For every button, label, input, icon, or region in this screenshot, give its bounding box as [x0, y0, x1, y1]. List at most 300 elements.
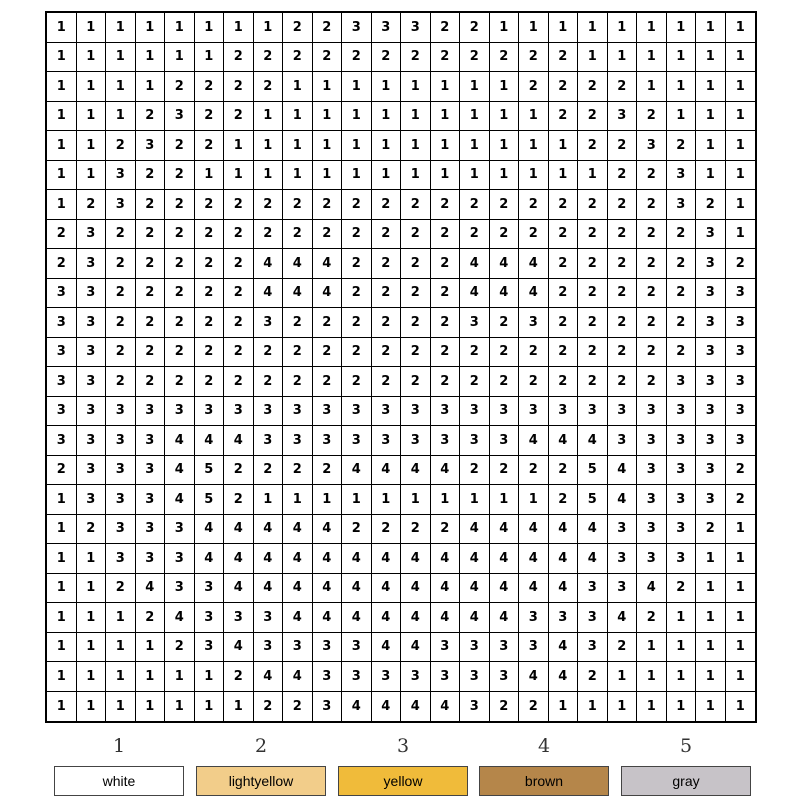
grid-cell[interactable]: 2 [372, 367, 402, 397]
grid-cell[interactable]: 2 [342, 279, 372, 309]
grid-cell[interactable]: 2 [342, 43, 372, 73]
grid-cell[interactable]: 1 [519, 131, 549, 161]
grid-cell[interactable]: 1 [490, 13, 520, 43]
grid-cell[interactable]: 1 [283, 161, 313, 191]
grid-cell[interactable]: 2 [254, 190, 284, 220]
grid-cell[interactable]: 2 [490, 190, 520, 220]
grid-cell[interactable]: 3 [313, 397, 343, 427]
grid-cell[interactable]: 1 [549, 13, 579, 43]
grid-cell[interactable]: 1 [519, 102, 549, 132]
grid-cell[interactable]: 2 [401, 367, 431, 397]
grid-cell[interactable]: 2 [165, 308, 195, 338]
grid-cell[interactable]: 4 [549, 662, 579, 692]
grid-cell[interactable]: 1 [224, 13, 254, 43]
grid-cell[interactable]: 2 [490, 338, 520, 368]
grid-cell[interactable]: 1 [608, 13, 638, 43]
grid-cell[interactable]: 1 [342, 485, 372, 515]
grid-cell[interactable]: 2 [401, 43, 431, 73]
grid-cell[interactable]: 2 [224, 662, 254, 692]
grid-cell[interactable]: 1 [519, 13, 549, 43]
grid-cell[interactable]: 1 [372, 131, 402, 161]
grid-cell[interactable]: 3 [401, 397, 431, 427]
grid-cell[interactable]: 1 [667, 102, 697, 132]
grid-cell[interactable]: 2 [578, 102, 608, 132]
grid-cell[interactable]: 1 [47, 161, 77, 191]
grid-cell[interactable]: 4 [224, 574, 254, 604]
grid-cell[interactable]: 2 [637, 102, 667, 132]
grid-cell[interactable]: 1 [431, 102, 461, 132]
grid-cell[interactable]: 2 [549, 456, 579, 486]
grid-cell[interactable]: 3 [549, 603, 579, 633]
grid-cell[interactable]: 1 [195, 662, 225, 692]
grid-cell[interactable]: 2 [47, 249, 77, 279]
grid-cell[interactable]: 2 [608, 338, 638, 368]
grid-cell[interactable]: 3 [77, 220, 107, 250]
grid-cell[interactable]: 3 [77, 426, 107, 456]
grid-cell[interactable]: 2 [431, 220, 461, 250]
grid-cell[interactable]: 1 [460, 102, 490, 132]
grid-cell[interactable]: 3 [549, 397, 579, 427]
grid-cell[interactable]: 4 [372, 574, 402, 604]
grid-cell[interactable]: 3 [608, 397, 638, 427]
legend-swatch-white[interactable]: white [54, 766, 184, 796]
grid-cell[interactable]: 3 [47, 397, 77, 427]
grid-cell[interactable]: 2 [667, 338, 697, 368]
grid-cell[interactable]: 4 [460, 249, 490, 279]
grid-cell[interactable]: 4 [431, 574, 461, 604]
grid-cell[interactable]: 3 [106, 456, 136, 486]
grid-cell[interactable]: 3 [578, 603, 608, 633]
grid-cell[interactable]: 3 [254, 308, 284, 338]
grid-cell[interactable]: 2 [519, 190, 549, 220]
grid-cell[interactable]: 3 [726, 426, 756, 456]
grid-cell[interactable]: 4 [283, 662, 313, 692]
grid-cell[interactable]: 4 [313, 279, 343, 309]
grid-cell[interactable]: 2 [47, 456, 77, 486]
grid-cell[interactable]: 1 [47, 13, 77, 43]
grid-cell[interactable]: 2 [283, 367, 313, 397]
grid-cell[interactable]: 2 [224, 249, 254, 279]
grid-cell[interactable]: 1 [431, 131, 461, 161]
grid-cell[interactable]: 1 [431, 485, 461, 515]
grid-cell[interactable]: 2 [224, 485, 254, 515]
grid-cell[interactable]: 2 [637, 603, 667, 633]
grid-cell[interactable]: 3 [195, 633, 225, 663]
grid-cell[interactable]: 1 [47, 544, 77, 574]
grid-cell[interactable]: 2 [224, 367, 254, 397]
grid-cell[interactable]: 1 [47, 662, 77, 692]
grid-cell[interactable]: 2 [608, 367, 638, 397]
grid-cell[interactable]: 1 [77, 131, 107, 161]
grid-cell[interactable]: 2 [490, 456, 520, 486]
grid-cell[interactable]: 3 [431, 397, 461, 427]
grid-cell[interactable]: 3 [283, 397, 313, 427]
grid-cell[interactable]: 3 [136, 131, 166, 161]
grid-cell[interactable]: 5 [195, 456, 225, 486]
grid-cell[interactable]: 1 [637, 692, 667, 722]
grid-cell[interactable]: 1 [401, 72, 431, 102]
grid-cell[interactable]: 2 [431, 338, 461, 368]
legend-swatch-lightyellow[interactable]: lightyellow [196, 766, 326, 796]
grid-cell[interactable]: 3 [608, 426, 638, 456]
grid-cell[interactable]: 1 [372, 485, 402, 515]
grid-cell[interactable]: 4 [224, 426, 254, 456]
grid-cell[interactable]: 2 [254, 456, 284, 486]
grid-cell[interactable]: 3 [195, 397, 225, 427]
grid-cell[interactable]: 4 [490, 574, 520, 604]
grid-cell[interactable]: 1 [549, 161, 579, 191]
grid-cell[interactable]: 2 [519, 338, 549, 368]
grid-cell[interactable]: 2 [224, 220, 254, 250]
grid-cell[interactable]: 2 [608, 131, 638, 161]
grid-cell[interactable]: 4 [254, 249, 284, 279]
grid-cell[interactable]: 3 [696, 397, 726, 427]
grid-cell[interactable]: 4 [460, 574, 490, 604]
grid-cell[interactable]: 3 [165, 544, 195, 574]
grid-cell[interactable]: 2 [549, 43, 579, 73]
grid-cell[interactable]: 3 [77, 249, 107, 279]
grid-cell[interactable]: 4 [490, 603, 520, 633]
grid-cell[interactable]: 3 [195, 574, 225, 604]
grid-cell[interactable]: 1 [460, 161, 490, 191]
grid-cell[interactable]: 2 [165, 249, 195, 279]
grid-cell[interactable]: 2 [578, 338, 608, 368]
grid-cell[interactable]: 3 [667, 190, 697, 220]
grid-cell[interactable]: 4 [372, 456, 402, 486]
grid-cell[interactable]: 2 [165, 633, 195, 663]
grid-cell[interactable]: 2 [490, 220, 520, 250]
grid-cell[interactable]: 2 [637, 249, 667, 279]
grid-cell[interactable]: 2 [578, 308, 608, 338]
grid-cell[interactable]: 2 [195, 308, 225, 338]
grid-cell[interactable]: 2 [313, 220, 343, 250]
grid-cell[interactable]: 1 [47, 190, 77, 220]
grid-cell[interactable]: 1 [667, 72, 697, 102]
grid-cell[interactable]: 2 [637, 367, 667, 397]
grid-cell[interactable]: 2 [726, 485, 756, 515]
grid-cell[interactable]: 2 [608, 633, 638, 663]
grid-cell[interactable]: 1 [578, 692, 608, 722]
grid-cell[interactable]: 3 [401, 13, 431, 43]
grid-cell[interactable]: 3 [696, 249, 726, 279]
grid-cell[interactable]: 1 [77, 544, 107, 574]
grid-cell[interactable]: 4 [283, 279, 313, 309]
grid-cell[interactable]: 2 [637, 190, 667, 220]
grid-cell[interactable]: 3 [313, 426, 343, 456]
grid-cell[interactable]: 2 [578, 279, 608, 309]
grid-cell[interactable]: 2 [77, 515, 107, 545]
grid-cell[interactable]: 3 [667, 485, 697, 515]
grid-cell[interactable]: 3 [726, 338, 756, 368]
grid-cell[interactable]: 2 [136, 367, 166, 397]
grid-cell[interactable]: 4 [165, 603, 195, 633]
grid-cell[interactable]: 1 [490, 131, 520, 161]
grid-cell[interactable]: 1 [47, 43, 77, 73]
grid-cell[interactable]: 1 [47, 633, 77, 663]
grid-cell[interactable]: 3 [637, 485, 667, 515]
grid-cell[interactable]: 2 [549, 249, 579, 279]
grid-cell[interactable]: 4 [224, 544, 254, 574]
grid-cell[interactable]: 4 [254, 574, 284, 604]
grid-cell[interactable]: 3 [106, 544, 136, 574]
grid-cell[interactable]: 2 [224, 43, 254, 73]
grid-cell[interactable]: 1 [696, 13, 726, 43]
grid-cell[interactable]: 2 [254, 338, 284, 368]
grid-cell[interactable]: 3 [667, 515, 697, 545]
grid-cell[interactable]: 3 [519, 633, 549, 663]
grid-cell[interactable]: 3 [313, 633, 343, 663]
grid-cell[interactable]: 1 [578, 13, 608, 43]
grid-cell[interactable]: 2 [637, 308, 667, 338]
grid-cell[interactable]: 3 [136, 485, 166, 515]
grid-cell[interactable]: 2 [460, 456, 490, 486]
grid-cell[interactable]: 4 [490, 279, 520, 309]
grid-cell[interactable]: 1 [342, 72, 372, 102]
grid-cell[interactable]: 5 [195, 485, 225, 515]
grid-cell[interactable]: 4 [460, 279, 490, 309]
grid-cell[interactable]: 2 [254, 220, 284, 250]
grid-cell[interactable]: 4 [519, 279, 549, 309]
grid-cell[interactable]: 4 [431, 603, 461, 633]
grid-cell[interactable]: 2 [490, 43, 520, 73]
grid-cell[interactable]: 2 [431, 515, 461, 545]
grid-cell[interactable]: 1 [490, 485, 520, 515]
grid-cell[interactable]: 3 [165, 515, 195, 545]
grid-cell[interactable]: 2 [106, 279, 136, 309]
grid-cell[interactable]: 2 [136, 279, 166, 309]
grid-cell[interactable]: 4 [431, 544, 461, 574]
grid-cell[interactable]: 1 [726, 72, 756, 102]
grid-cell[interactable]: 1 [431, 72, 461, 102]
grid-cell[interactable]: 5 [578, 485, 608, 515]
grid-cell[interactable]: 1 [696, 692, 726, 722]
grid-cell[interactable]: 2 [342, 515, 372, 545]
grid-cell[interactable]: 4 [549, 574, 579, 604]
grid-cell[interactable]: 3 [401, 662, 431, 692]
grid-cell[interactable]: 4 [519, 662, 549, 692]
legend-swatch-gray[interactable]: gray [621, 766, 751, 796]
grid-cell[interactable]: 3 [608, 544, 638, 574]
grid-cell[interactable]: 2 [224, 190, 254, 220]
grid-cell[interactable]: 2 [608, 72, 638, 102]
grid-cell[interactable]: 3 [47, 279, 77, 309]
grid-cell[interactable]: 1 [726, 662, 756, 692]
grid-cell[interactable]: 1 [165, 13, 195, 43]
grid-cell[interactable]: 1 [254, 131, 284, 161]
grid-cell[interactable]: 1 [47, 102, 77, 132]
grid-cell[interactable]: 2 [460, 338, 490, 368]
grid-cell[interactable]: 3 [460, 426, 490, 456]
grid-cell[interactable]: 3 [372, 662, 402, 692]
grid-cell[interactable]: 3 [47, 338, 77, 368]
grid-cell[interactable]: 2 [372, 190, 402, 220]
grid-cell[interactable]: 2 [401, 308, 431, 338]
grid-cell[interactable]: 3 [608, 574, 638, 604]
grid-cell[interactable]: 3 [637, 515, 667, 545]
grid-cell[interactable]: 1 [342, 131, 372, 161]
grid-cell[interactable]: 1 [136, 13, 166, 43]
grid-cell[interactable]: 3 [106, 485, 136, 515]
grid-cell[interactable]: 3 [667, 456, 697, 486]
grid-cell[interactable]: 2 [519, 367, 549, 397]
grid-cell[interactable]: 2 [106, 308, 136, 338]
grid-cell[interactable]: 2 [401, 249, 431, 279]
grid-cell[interactable]: 3 [342, 426, 372, 456]
grid-cell[interactable]: 3 [342, 633, 372, 663]
grid-cell[interactable]: 4 [283, 544, 313, 574]
grid-cell[interactable]: 1 [667, 603, 697, 633]
grid-cell[interactable]: 1 [578, 161, 608, 191]
grid-cell[interactable]: 1 [77, 603, 107, 633]
grid-cell[interactable]: 2 [195, 338, 225, 368]
grid-cell[interactable]: 1 [608, 43, 638, 73]
grid-cell[interactable]: 4 [490, 249, 520, 279]
grid-cell[interactable]: 1 [372, 102, 402, 132]
grid-cell[interactable]: 2 [578, 190, 608, 220]
grid-cell[interactable]: 3 [490, 662, 520, 692]
grid-cell[interactable]: 1 [401, 161, 431, 191]
grid-cell[interactable]: 3 [136, 515, 166, 545]
grid-cell[interactable]: 4 [165, 456, 195, 486]
grid-cell[interactable]: 4 [401, 603, 431, 633]
grid-cell[interactable]: 3 [106, 515, 136, 545]
grid-cell[interactable]: 4 [372, 544, 402, 574]
grid-cell[interactable]: 2 [372, 338, 402, 368]
grid-cell[interactable]: 2 [372, 308, 402, 338]
grid-cell[interactable]: 2 [342, 190, 372, 220]
grid-cell[interactable]: 3 [77, 308, 107, 338]
grid-cell[interactable]: 2 [372, 279, 402, 309]
grid-cell[interactable]: 2 [224, 338, 254, 368]
grid-cell[interactable]: 4 [549, 515, 579, 545]
grid-cell[interactable]: 1 [283, 485, 313, 515]
grid-cell[interactable]: 2 [136, 603, 166, 633]
grid-cell[interactable]: 2 [667, 131, 697, 161]
grid-cell[interactable]: 3 [667, 544, 697, 574]
grid-cell[interactable]: 2 [136, 249, 166, 279]
grid-cell[interactable]: 1 [696, 662, 726, 692]
grid-cell[interactable]: 1 [283, 102, 313, 132]
grid-cell[interactable]: 1 [637, 662, 667, 692]
grid-cell[interactable]: 3 [637, 456, 667, 486]
grid-cell[interactable]: 4 [431, 456, 461, 486]
grid-cell[interactable]: 1 [136, 633, 166, 663]
grid-cell[interactable]: 3 [460, 662, 490, 692]
grid-cell[interactable]: 1 [195, 43, 225, 73]
grid-cell[interactable]: 3 [696, 308, 726, 338]
grid-cell[interactable]: 2 [165, 220, 195, 250]
grid-cell[interactable]: 1 [165, 692, 195, 722]
grid-cell[interactable]: 2 [136, 102, 166, 132]
grid-cell[interactable]: 3 [372, 13, 402, 43]
grid-cell[interactable]: 4 [254, 662, 284, 692]
grid-cell[interactable]: 1 [47, 485, 77, 515]
grid-cell[interactable]: 2 [313, 190, 343, 220]
grid-cell[interactable]: 3 [313, 692, 343, 722]
grid-cell[interactable]: 3 [165, 102, 195, 132]
grid-cell[interactable]: 4 [283, 249, 313, 279]
grid-cell[interactable]: 2 [224, 308, 254, 338]
grid-cell[interactable]: 3 [460, 308, 490, 338]
grid-cell[interactable]: 1 [696, 43, 726, 73]
grid-cell[interactable]: 1 [47, 131, 77, 161]
grid-cell[interactable]: 3 [283, 426, 313, 456]
grid-cell[interactable]: 1 [667, 13, 697, 43]
grid-cell[interactable]: 3 [254, 426, 284, 456]
grid-cell[interactable]: 1 [519, 485, 549, 515]
grid-cell[interactable]: 4 [195, 515, 225, 545]
grid-cell[interactable]: 3 [136, 426, 166, 456]
grid-cell[interactable]: 4 [342, 692, 372, 722]
grid-cell[interactable]: 2 [342, 249, 372, 279]
grid-cell[interactable]: 1 [667, 692, 697, 722]
grid-cell[interactable]: 4 [460, 603, 490, 633]
grid-cell[interactable]: 1 [195, 161, 225, 191]
grid-cell[interactable]: 1 [726, 190, 756, 220]
grid-cell[interactable]: 2 [667, 220, 697, 250]
grid-cell[interactable]: 2 [313, 338, 343, 368]
grid-cell[interactable]: 4 [578, 515, 608, 545]
grid-cell[interactable]: 2 [578, 131, 608, 161]
grid-cell[interactable]: 3 [667, 426, 697, 456]
grid-cell[interactable]: 1 [726, 603, 756, 633]
grid-cell[interactable]: 4 [342, 544, 372, 574]
grid-cell[interactable]: 2 [431, 249, 461, 279]
grid-cell[interactable]: 2 [254, 43, 284, 73]
grid-cell[interactable]: 4 [342, 456, 372, 486]
grid-cell[interactable]: 3 [490, 397, 520, 427]
grid-cell[interactable]: 3 [106, 426, 136, 456]
grid-cell[interactable]: 3 [106, 161, 136, 191]
grid-cell[interactable]: 1 [313, 161, 343, 191]
grid-cell[interactable]: 2 [224, 72, 254, 102]
grid-cell[interactable]: 4 [372, 633, 402, 663]
grid-cell[interactable]: 2 [165, 367, 195, 397]
grid-cell[interactable]: 4 [165, 485, 195, 515]
grid-cell[interactable]: 1 [401, 131, 431, 161]
grid-cell[interactable]: 3 [431, 633, 461, 663]
grid-cell[interactable]: 2 [106, 574, 136, 604]
grid-cell[interactable]: 4 [342, 574, 372, 604]
grid-cell[interactable]: 2 [195, 279, 225, 309]
grid-cell[interactable]: 3 [372, 426, 402, 456]
grid-cell[interactable]: 2 [283, 13, 313, 43]
grid-cell[interactable]: 2 [549, 485, 579, 515]
grid-cell[interactable]: 1 [283, 131, 313, 161]
grid-cell[interactable]: 4 [224, 515, 254, 545]
grid-cell[interactable]: 4 [401, 574, 431, 604]
grid-cell[interactable]: 1 [136, 72, 166, 102]
grid-cell[interactable]: 1 [460, 485, 490, 515]
grid-cell[interactable]: 1 [77, 633, 107, 663]
grid-cell[interactable]: 4 [401, 456, 431, 486]
grid-cell[interactable]: 2 [667, 574, 697, 604]
grid-cell[interactable]: 2 [136, 338, 166, 368]
grid-cell[interactable]: 2 [224, 102, 254, 132]
grid-cell[interactable]: 2 [431, 308, 461, 338]
grid-cell[interactable]: 3 [637, 544, 667, 574]
grid-cell[interactable]: 2 [431, 13, 461, 43]
grid-cell[interactable]: 1 [726, 633, 756, 663]
grid-cell[interactable]: 2 [401, 190, 431, 220]
grid-cell[interactable]: 1 [313, 131, 343, 161]
grid-cell[interactable]: 3 [136, 544, 166, 574]
grid-cell[interactable]: 3 [726, 397, 756, 427]
grid-cell[interactable]: 1 [667, 633, 697, 663]
grid-cell[interactable]: 1 [106, 13, 136, 43]
grid-cell[interactable]: 3 [667, 367, 697, 397]
grid-cell[interactable]: 1 [47, 515, 77, 545]
